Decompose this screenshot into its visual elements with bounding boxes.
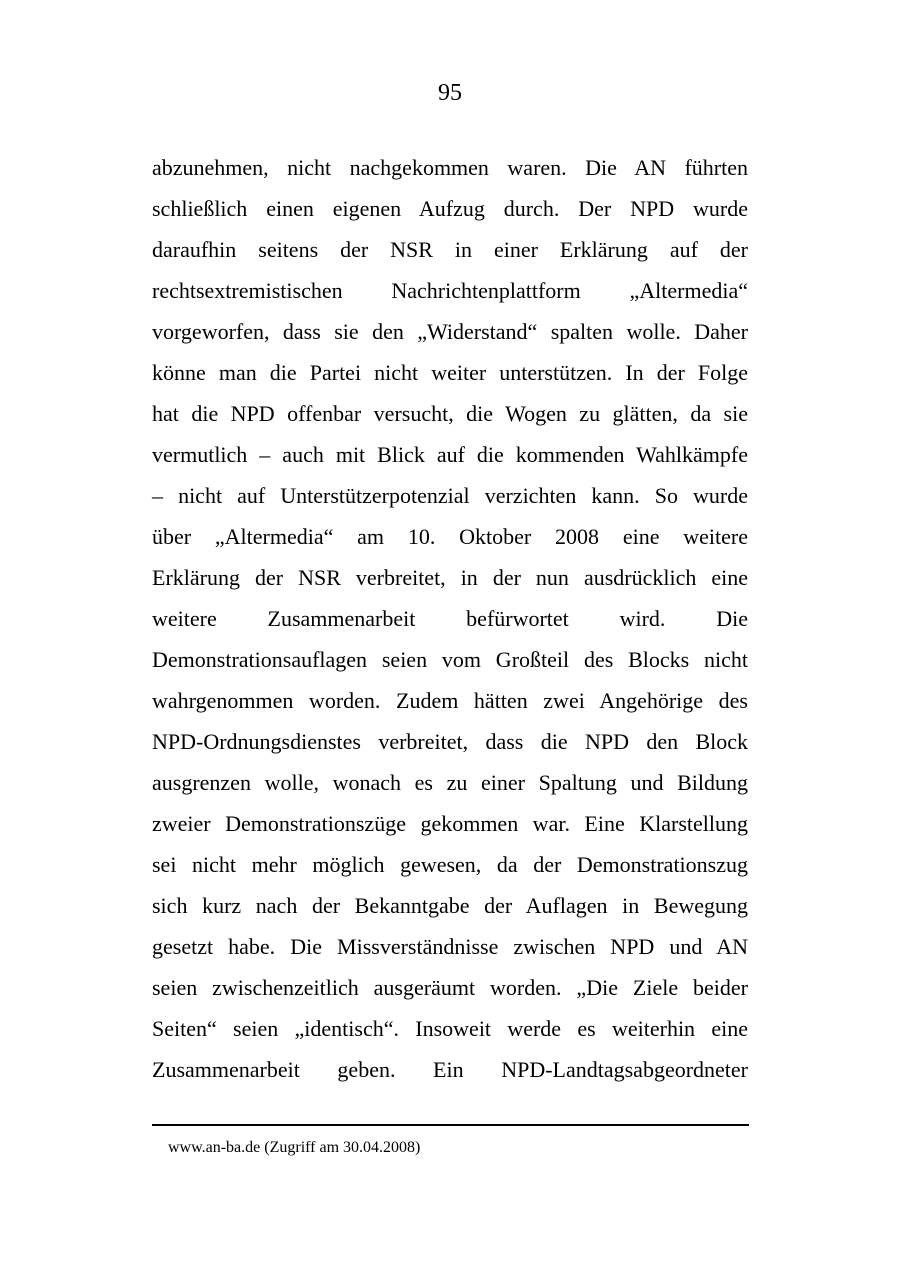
text-line: wahrgenommen worden. Zudem hätten zwei Angehörige des [152, 688, 748, 713]
text-line: weitere Zusammenarbeit befürwortet wird. Die [152, 606, 748, 631]
footnote: www.an-ba.de (Zugriff am 30.04.2008) [168, 1139, 421, 1156]
text-line: – nicht auf Unterstützerpotenzial verzichten kann. So wurde [152, 483, 748, 508]
text-line: hat die NPD offenbar versucht, die Wogen zu glätten, da sie [152, 401, 748, 426]
text-line: daraufhin seitens der NSR in einer Erklärung auf der [152, 237, 748, 262]
text-line: sich kurz nach der Bekanntgabe der Auflagen in Bewegung [152, 893, 748, 918]
text-line: abzunehmen, nicht nachgekommen waren. Die AN führten [152, 155, 748, 180]
text-line: vorgeworfen, dass sie den „Widerstand“ spalten wolle. Daher [152, 319, 748, 344]
text-line: ausgrenzen wolle, wonach es zu einer Spaltung und Bildung [152, 770, 748, 795]
text-line: gesetzt habe. Die Missverständnisse zwischen NPD und AN [152, 934, 748, 959]
text-line: über „Altermedia“ am 10. Oktober 2008 eine weitere [152, 524, 748, 549]
body-text [152, 147, 748, 1090]
text-line: zweier Demonstrationszüge gekommen war. Eine Klarstellung [152, 811, 748, 836]
text-line: seien zwischenzeitlich ausgeräumt worden. „Die Ziele beider [152, 975, 748, 1000]
footnote-divider [152, 1124, 749, 1126]
text-line: Demonstrationsauflagen seien vom Großteil des Blocks nicht [152, 647, 748, 672]
text-line: NPD-Ordnungsdienstes verbreitet, dass die NPD den Block [152, 729, 748, 754]
page-number: 95 [438, 80, 462, 106]
text-line: Zusammenarbeit geben. Ein NPD-Landtagsabgeordneter [152, 1057, 748, 1082]
text-line: Seiten“ seien „identisch“. Insoweit werde es weiterhin eine [152, 1016, 748, 1041]
text-line: rechtsextremistischen Nachrichtenplattform „Altermedia“ [152, 278, 748, 303]
text-line: sei nicht mehr möglich gewesen, da der Demonstrationszug [152, 852, 748, 877]
text-line: vermutlich – auch mit Blick auf die kommenden Wahlkämpfe [152, 442, 748, 467]
text-line: Erklärung der NSR verbreitet, in der nun ausdrücklich eine [152, 565, 748, 590]
text-line: schließlich einen eigenen Aufzug durch. Der NPD wurde [152, 196, 748, 221]
text-line: könne man die Partei nicht weiter unterstützen. In der Folge [152, 360, 748, 385]
